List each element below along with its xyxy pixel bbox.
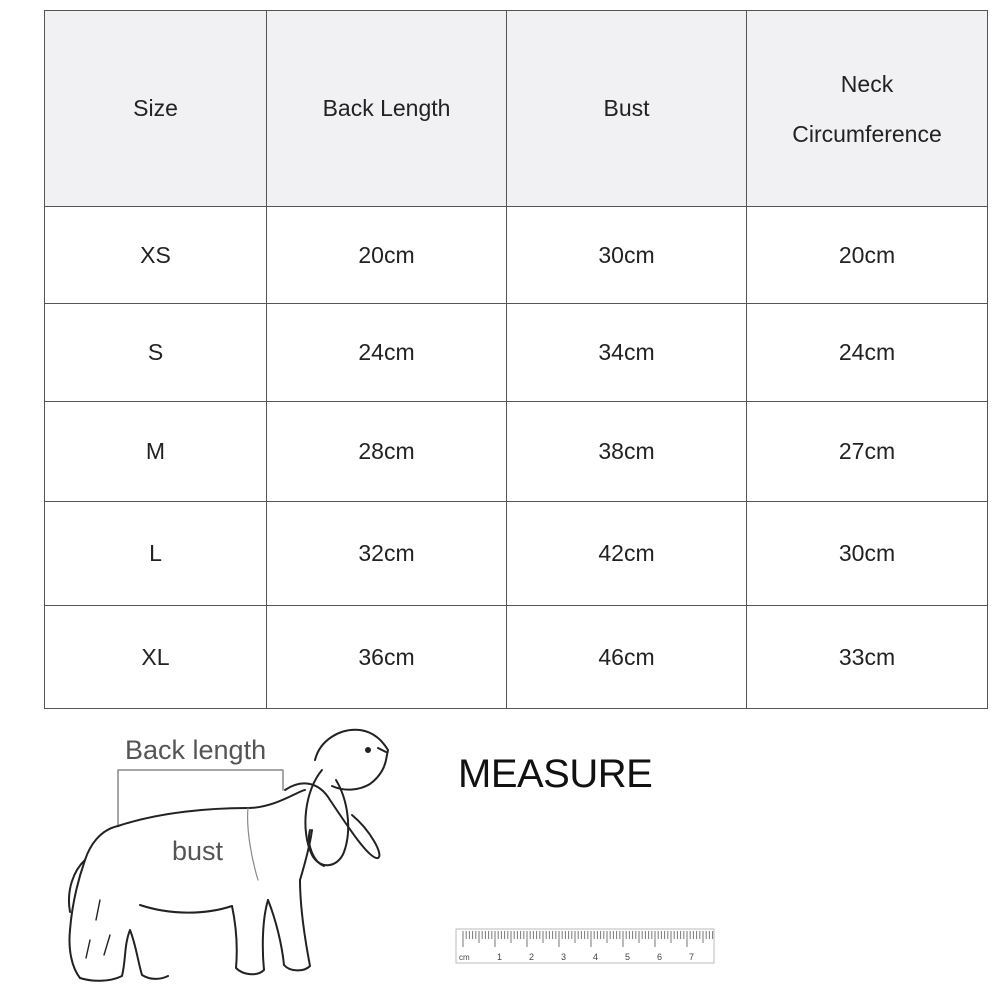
cell-back-length: 28cm (267, 402, 507, 502)
header-neck-line2: Circumference (792, 120, 942, 147)
cell-back-length: 32cm (267, 502, 507, 606)
cell-bust: 46cm (507, 606, 747, 709)
neck-loop (285, 783, 379, 858)
cell-size: XL (45, 606, 267, 709)
cell-bust: 30cm (507, 207, 747, 304)
dog-head (315, 730, 388, 790)
cell-bust: 42cm (507, 502, 747, 606)
cell-size: XS (45, 207, 267, 304)
measure-title: MEASURE (458, 752, 653, 796)
header-neck-circumference (747, 11, 988, 207)
cell-size: M (45, 402, 267, 502)
bust-loop (118, 790, 305, 826)
table-row (45, 304, 988, 402)
dog-front-leg (232, 900, 268, 974)
back-length-bracket (118, 770, 283, 826)
dog-back (69, 826, 118, 978)
ruler-number: 4 (593, 952, 599, 962)
header-size: Size (45, 11, 267, 207)
cell-neck: 27cm (747, 402, 988, 502)
cell-back-length: 24cm (267, 304, 507, 402)
cell-neck: 33cm (747, 606, 988, 709)
cell-bust: 38cm (507, 402, 747, 502)
table-header-row (45, 11, 988, 207)
cell-neck: 20cm (747, 207, 988, 304)
ruler-number: 3 (561, 952, 567, 962)
cell-neck: 24cm (747, 304, 988, 402)
cell-size: L (45, 502, 267, 606)
cell-back-length: 20cm (267, 207, 507, 304)
header-neck-line1: Neck (840, 70, 894, 97)
cell-back-length: 36cm (267, 606, 507, 709)
table-row (45, 402, 988, 502)
cell-neck: 30cm (747, 502, 988, 606)
ruler-number: 7 (689, 952, 695, 962)
cell-size: S (45, 304, 267, 402)
measuring-tape-illustration (455, 928, 717, 966)
table-row (45, 207, 988, 304)
size-chart-table (44, 10, 988, 709)
bust-label: bust (172, 836, 224, 866)
ruler-number: 5 (625, 952, 631, 962)
cell-bust: 34cm (507, 304, 747, 402)
table-row (45, 502, 988, 606)
header-back-length: Back Length (267, 11, 507, 207)
ruler-number: 6 (657, 952, 663, 962)
ruler-number: 1 (497, 952, 503, 962)
ruler-unit-label: cm (459, 953, 470, 962)
table-row (45, 606, 988, 709)
header-bust: Bust (507, 11, 747, 207)
back-length-label: Back length (125, 735, 267, 765)
ruler-number: 2 (529, 952, 535, 962)
dog-hind-leg (80, 930, 168, 981)
